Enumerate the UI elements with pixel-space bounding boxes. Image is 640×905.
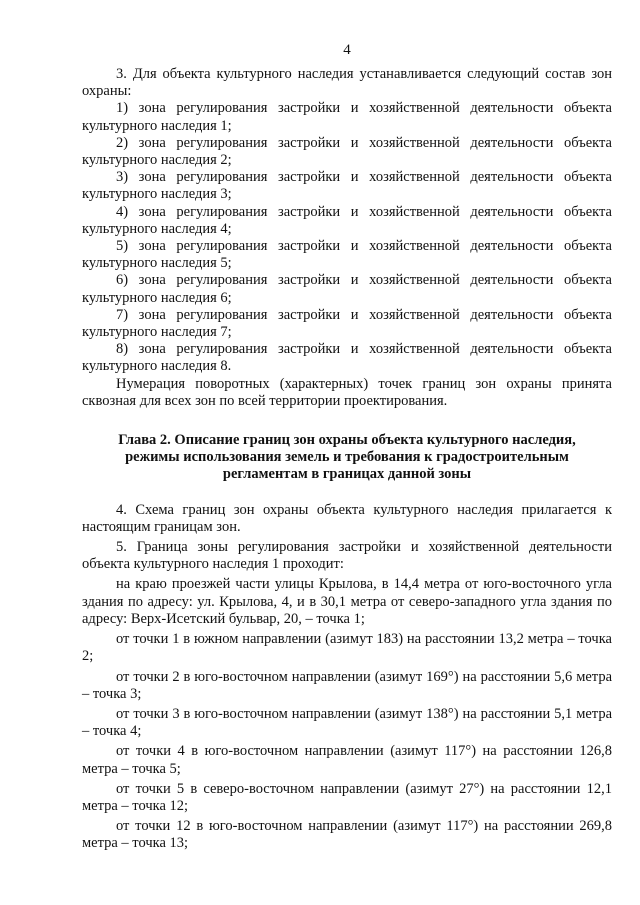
chapter-heading-line-2: режимы использования земель и требования к градостроительным [125,449,569,466]
boundary-segment: от точки 2 в юго-восточном направлении (азимут 169°) на расстоянии 5,6 метра – точка 3; [82,668,612,702]
boundary-segment: от точки 12 в юго-восточном направлении (азимут 117°) на расстоянии 269,8 метра – точка 13; [82,818,612,852]
paragraph-4: 4. Схема границ зон охраны объекта культурного наследия прилагается к настоящим границам зон. [82,501,612,535]
zone-item-3-head: 3) зона регулирования застройки и хозяйственной деятельности объекта [116,169,612,186]
boundary-segment: от точки 5 в северо-восточном направлении (азимут 27°) на расстоянии 12,1 метра – точка 12; [82,780,612,814]
zone-item-5-tail: культурного наследия 5; [82,255,232,272]
zone-item-8-head: 8) зона регулирования застройки и хозяйственной деятельности объекта [116,341,612,358]
zone-list [82,100,612,375]
zone-item-7-tail: культурного наследия 7; [82,324,232,341]
intro-paragraph: 3. Для объекта культурного наследия устанавливается следующий состав зон охраны: [82,66,612,100]
zone-item-1-head: 1) зона регулирования застройки и хозяйственной деятельности объекта [116,100,612,117]
zone-item-2-tail: культурного наследия 2; [82,152,232,169]
page-number: 4 [343,42,351,58]
chapter-heading [82,432,612,484]
numbering-note: Нумерация поворотных (характерных) точек границ зон охраны принята сквозная для всех зон по всей территории проектирования. [82,375,612,409]
boundary-segment-list [82,628,612,852]
boundary-segment: от точки 4 в юго-восточном направлении (азимут 117°) на расстоянии 126,8 метра – точка 5; [82,743,612,777]
boundary-segment: от точки 3 в юго-восточном направлении (азимут 138°) на расстоянии 5,1 метра – точка 4; [82,705,612,740]
zone-item-4-head: 4) зона регулирования застройки и хозяйственной деятельности объекта [116,203,612,220]
zone-item-5-head: 5) зона регулирования застройки и хозяйственной деятельности объекта [116,238,612,255]
chapter-heading-line-1: Глава 2. Описание границ зон охраны объекта культурного наследия, [118,432,576,449]
paragraph-5: 5. Граница зоны регулирования застройки и хозяйственной деятельности объекта культурного наследия 1 проходит: [82,539,612,573]
zone-item-6-tail: культурного наследия 6; [82,289,232,306]
route-start-point: на краю проезжей части улицы Крылова, в 14,4 метра от юго-восточного угла здания по адресу: ул. Крылова, 4, и в 30,1 метра от северо-западного угла здания по адресу: Верх-Исетский бульвар, 20, – точка 1; [82,576,612,627]
boundary-segment: от точки 1 в южном направлении (азимут 183) на расстоянии 13,2 метра – точка 2; [82,631,612,665]
chapter-heading-line-3: регламентам в границах данной зоны [222,466,472,483]
zone-item-6-head: 6) зона регулирования застройки и хозяйственной деятельности объекта [116,272,612,289]
zone-item-2-head: 2) зона регулирования застройки и хозяйственной деятельности объекта [116,134,612,151]
zone-item-8-tail: культурного наследия 8. [82,358,232,375]
zone-item-3-tail: культурного наследия 3; [82,186,232,203]
zone-item-4-tail: культурного наследия 4; [82,220,232,237]
zone-item-7-head: 7) зона регулирования застройки и хозяйственной деятельности объекта [116,306,612,323]
zone-item-1-tail: культурного наследия 1; [82,117,232,134]
